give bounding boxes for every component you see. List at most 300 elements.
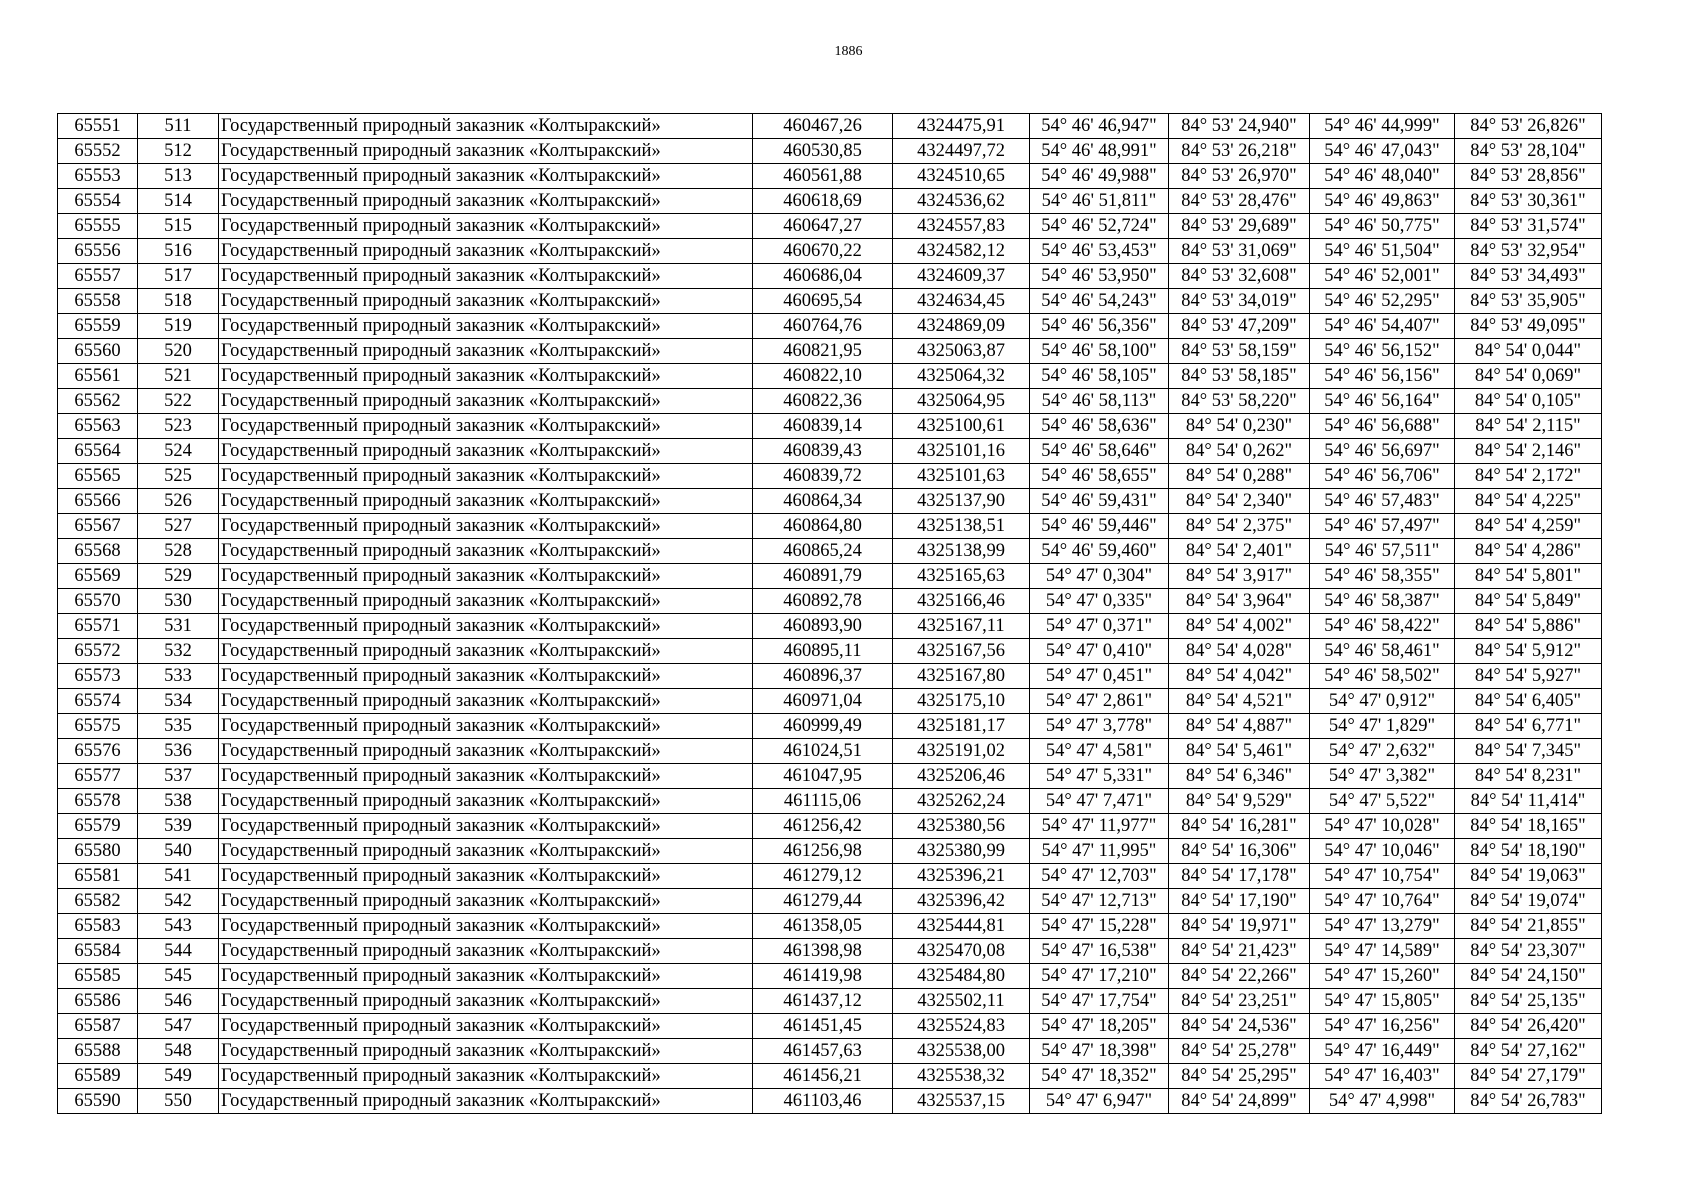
latitude-1-cell: 54° 47' 5,331" — [1030, 764, 1169, 789]
latitude-2-cell: 54° 46' 58,355" — [1310, 564, 1455, 589]
x-coordinate-cell: 460864,34 — [753, 489, 893, 514]
point-number-cell: 528 — [138, 539, 219, 564]
point-number-cell: 518 — [138, 289, 219, 314]
row-id-cell: 65557 — [58, 264, 138, 289]
table-row — [58, 1089, 1602, 1114]
longitude-2-cell: 84° 54' 24,150" — [1455, 964, 1602, 989]
y-coordinate-cell: 4325101,63 — [893, 464, 1030, 489]
point-number-cell: 525 — [138, 464, 219, 489]
latitude-1-cell: 54° 47' 0,304" — [1030, 564, 1169, 589]
longitude-2-cell: 84° 54' 26,420" — [1455, 1014, 1602, 1039]
x-coordinate-cell: 461279,12 — [753, 864, 893, 889]
object-name-cell: Государственный природный заказник «Колтыракский» — [219, 739, 753, 764]
row-id-cell: 65568 — [58, 539, 138, 564]
x-coordinate-cell: 460822,10 — [753, 364, 893, 389]
point-number-cell: 538 — [138, 789, 219, 814]
y-coordinate-cell: 4325064,95 — [893, 389, 1030, 414]
table-row — [58, 264, 1602, 289]
latitude-2-cell: 54° 47' 10,028" — [1310, 814, 1455, 839]
latitude-1-cell: 54° 47' 12,713" — [1030, 889, 1169, 914]
y-coordinate-cell: 4325167,11 — [893, 614, 1030, 639]
longitude-1-cell: 84° 54' 4,002" — [1169, 614, 1310, 639]
longitude-1-cell: 84° 54' 4,521" — [1169, 689, 1310, 714]
row-id-cell: 65558 — [58, 289, 138, 314]
row-id-cell: 65571 — [58, 614, 138, 639]
table-row — [58, 314, 1602, 339]
longitude-1-cell: 84° 54' 23,251" — [1169, 989, 1310, 1014]
y-coordinate-cell: 4325165,63 — [893, 564, 1030, 589]
longitude-2-cell: 84° 54' 6,405" — [1455, 689, 1602, 714]
y-coordinate-cell: 4325101,16 — [893, 439, 1030, 464]
latitude-1-cell: 54° 46' 58,646" — [1030, 439, 1169, 464]
page-number: 1886 — [834, 44, 863, 59]
latitude-1-cell: 54° 46' 56,356" — [1030, 314, 1169, 339]
row-id-cell: 65560 — [58, 339, 138, 364]
table-row — [58, 889, 1602, 914]
object-name-cell: Государственный природный заказник «Колтыракский» — [219, 514, 753, 539]
x-coordinate-cell: 460892,78 — [753, 589, 893, 614]
point-number-cell: 522 — [138, 389, 219, 414]
latitude-2-cell: 54° 46' 56,688" — [1310, 414, 1455, 439]
latitude-2-cell: 54° 47' 0,912" — [1310, 689, 1455, 714]
y-coordinate-cell: 4325538,32 — [893, 1064, 1030, 1089]
longitude-2-cell: 84° 54' 18,165" — [1455, 814, 1602, 839]
longitude-1-cell: 84° 54' 9,529" — [1169, 789, 1310, 814]
longitude-2-cell: 84° 54' 11,414" — [1455, 789, 1602, 814]
latitude-1-cell: 54° 47' 2,861" — [1030, 689, 1169, 714]
point-number-cell: 535 — [138, 714, 219, 739]
point-number-cell: 516 — [138, 239, 219, 264]
object-name-cell: Государственный природный заказник «Колтыракский» — [219, 314, 753, 339]
longitude-1-cell: 84° 54' 16,281" — [1169, 814, 1310, 839]
object-name-cell: Государственный природный заказник «Колтыракский» — [219, 339, 753, 364]
longitude-2-cell: 84° 54' 19,063" — [1455, 864, 1602, 889]
latitude-2-cell: 54° 46' 44,999" — [1310, 114, 1455, 139]
table-row — [58, 739, 1602, 764]
table-row — [58, 564, 1602, 589]
point-number-cell: 520 — [138, 339, 219, 364]
latitude-2-cell: 54° 46' 50,775" — [1310, 214, 1455, 239]
y-coordinate-cell: 4325166,46 — [893, 589, 1030, 614]
longitude-2-cell: 84° 54' 4,286" — [1455, 539, 1602, 564]
row-id-cell: 65555 — [58, 214, 138, 239]
point-number-cell: 517 — [138, 264, 219, 289]
longitude-1-cell: 84° 53' 32,608" — [1169, 264, 1310, 289]
x-coordinate-cell: 460971,04 — [753, 689, 893, 714]
longitude-2-cell: 84° 54' 0,069" — [1455, 364, 1602, 389]
point-number-cell: 512 — [138, 139, 219, 164]
latitude-2-cell: 54° 46' 58,422" — [1310, 614, 1455, 639]
row-id-cell: 65584 — [58, 939, 138, 964]
point-number-cell: 533 — [138, 664, 219, 689]
longitude-1-cell: 84° 54' 25,278" — [1169, 1039, 1310, 1064]
point-number-cell: 531 — [138, 614, 219, 639]
y-coordinate-cell: 4325064,32 — [893, 364, 1030, 389]
y-coordinate-cell: 4325396,21 — [893, 864, 1030, 889]
row-id-cell: 65589 — [58, 1064, 138, 1089]
longitude-2-cell: 84° 53' 26,826" — [1455, 114, 1602, 139]
row-id-cell: 65569 — [58, 564, 138, 589]
point-number-cell: 539 — [138, 814, 219, 839]
latitude-2-cell: 54° 47' 14,589" — [1310, 939, 1455, 964]
longitude-1-cell: 84° 54' 4,028" — [1169, 639, 1310, 664]
longitude-1-cell: 84° 54' 0,288" — [1169, 464, 1310, 489]
longitude-1-cell: 84° 54' 3,917" — [1169, 564, 1310, 589]
latitude-2-cell: 54° 47' 15,260" — [1310, 964, 1455, 989]
latitude-1-cell: 54° 47' 15,228" — [1030, 914, 1169, 939]
latitude-1-cell: 54° 46' 48,991" — [1030, 139, 1169, 164]
latitude-1-cell: 54° 46' 53,453" — [1030, 239, 1169, 264]
object-name-cell: Государственный природный заказник «Колтыракский» — [219, 764, 753, 789]
object-name-cell: Государственный природный заказник «Колтыракский» — [219, 464, 753, 489]
point-number-cell: 534 — [138, 689, 219, 714]
object-name-cell: Государственный природный заказник «Колтыракский» — [219, 439, 753, 464]
latitude-2-cell: 54° 46' 51,504" — [1310, 239, 1455, 264]
table-row — [58, 914, 1602, 939]
longitude-1-cell: 84° 53' 24,940" — [1169, 114, 1310, 139]
longitude-2-cell: 84° 54' 23,307" — [1455, 939, 1602, 964]
point-number-cell: 549 — [138, 1064, 219, 1089]
table-row — [58, 139, 1602, 164]
object-name-cell: Государственный природный заказник «Колтыракский» — [219, 164, 753, 189]
latitude-2-cell: 54° 46' 49,863" — [1310, 189, 1455, 214]
object-name-cell: Государственный природный заказник «Колтыракский» — [219, 1014, 753, 1039]
object-name-cell: Государственный природный заказник «Колтыракский» — [219, 1089, 753, 1114]
object-name-cell: Государственный природный заказник «Колтыракский» — [219, 139, 753, 164]
table-row — [58, 339, 1602, 364]
longitude-2-cell: 84° 54' 4,225" — [1455, 489, 1602, 514]
object-name-cell: Государственный природный заказник «Колтыракский» — [219, 939, 753, 964]
object-name-cell: Государственный природный заказник «Колтыракский» — [219, 564, 753, 589]
longitude-1-cell: 84° 54' 3,964" — [1169, 589, 1310, 614]
x-coordinate-cell: 460839,14 — [753, 414, 893, 439]
point-number-cell: 541 — [138, 864, 219, 889]
y-coordinate-cell: 4325396,42 — [893, 889, 1030, 914]
row-id-cell: 65562 — [58, 389, 138, 414]
x-coordinate-cell: 460822,36 — [753, 389, 893, 414]
longitude-2-cell: 84° 53' 31,574" — [1455, 214, 1602, 239]
latitude-1-cell: 54° 47' 11,977" — [1030, 814, 1169, 839]
row-id-cell: 65565 — [58, 464, 138, 489]
x-coordinate-cell: 460618,69 — [753, 189, 893, 214]
point-number-cell: 515 — [138, 214, 219, 239]
y-coordinate-cell: 4324869,09 — [893, 314, 1030, 339]
row-id-cell: 65578 — [58, 789, 138, 814]
latitude-1-cell: 54° 46' 59,460" — [1030, 539, 1169, 564]
x-coordinate-cell: 461457,63 — [753, 1039, 893, 1064]
y-coordinate-cell: 4325538,00 — [893, 1039, 1030, 1064]
latitude-2-cell: 54° 46' 54,407" — [1310, 314, 1455, 339]
x-coordinate-cell: 461279,44 — [753, 889, 893, 914]
object-name-cell: Государственный природный заказник «Колтыракский» — [219, 289, 753, 314]
table-row — [58, 689, 1602, 714]
table-row — [58, 1064, 1602, 1089]
table-row — [58, 814, 1602, 839]
longitude-1-cell: 84° 53' 26,970" — [1169, 164, 1310, 189]
point-number-cell: 514 — [138, 189, 219, 214]
y-coordinate-cell: 4325470,08 — [893, 939, 1030, 964]
latitude-1-cell: 54° 47' 17,754" — [1030, 989, 1169, 1014]
longitude-1-cell: 84° 54' 0,262" — [1169, 439, 1310, 464]
latitude-1-cell: 54° 46' 46,947" — [1030, 114, 1169, 139]
latitude-1-cell: 54° 47' 6,947" — [1030, 1089, 1169, 1114]
row-id-cell: 65581 — [58, 864, 138, 889]
row-id-cell: 65570 — [58, 589, 138, 614]
table-row — [58, 839, 1602, 864]
latitude-1-cell: 54° 46' 58,113" — [1030, 389, 1169, 414]
table-row — [58, 614, 1602, 639]
longitude-1-cell: 84° 53' 34,019" — [1169, 289, 1310, 314]
object-name-cell: Государственный природный заказник «Колтыракский» — [219, 889, 753, 914]
y-coordinate-cell: 4325444,81 — [893, 914, 1030, 939]
longitude-1-cell: 84° 53' 28,476" — [1169, 189, 1310, 214]
y-coordinate-cell: 4324536,62 — [893, 189, 1030, 214]
object-name-cell: Государственный природный заказник «Колтыракский» — [219, 914, 753, 939]
latitude-2-cell: 54° 46' 52,001" — [1310, 264, 1455, 289]
row-id-cell: 65554 — [58, 189, 138, 214]
longitude-2-cell: 84° 54' 19,074" — [1455, 889, 1602, 914]
longitude-1-cell: 84° 53' 31,069" — [1169, 239, 1310, 264]
latitude-1-cell: 54° 46' 51,811" — [1030, 189, 1169, 214]
object-name-cell: Государственный природный заказник «Колтыракский» — [219, 264, 753, 289]
row-id-cell: 65553 — [58, 164, 138, 189]
row-id-cell: 65590 — [58, 1089, 138, 1114]
longitude-2-cell: 84° 54' 7,345" — [1455, 739, 1602, 764]
row-id-cell: 65573 — [58, 664, 138, 689]
latitude-2-cell: 54° 46' 56,697" — [1310, 439, 1455, 464]
latitude-1-cell: 54° 47' 0,410" — [1030, 639, 1169, 664]
y-coordinate-cell: 4325138,99 — [893, 539, 1030, 564]
longitude-2-cell: 84° 54' 18,190" — [1455, 839, 1602, 864]
x-coordinate-cell: 460891,79 — [753, 564, 893, 589]
y-coordinate-cell: 4325191,02 — [893, 739, 1030, 764]
longitude-1-cell: 84° 53' 58,185" — [1169, 364, 1310, 389]
object-name-cell: Государственный природный заказник «Колтыракский» — [219, 964, 753, 989]
row-id-cell: 65586 — [58, 989, 138, 1014]
latitude-2-cell: 54° 46' 58,461" — [1310, 639, 1455, 664]
table-row — [58, 389, 1602, 414]
y-coordinate-cell: 4325484,80 — [893, 964, 1030, 989]
latitude-2-cell: 54° 47' 10,764" — [1310, 889, 1455, 914]
x-coordinate-cell: 461047,95 — [753, 764, 893, 789]
latitude-2-cell: 54° 47' 15,805" — [1310, 989, 1455, 1014]
longitude-1-cell: 84° 54' 24,536" — [1169, 1014, 1310, 1039]
longitude-2-cell: 84° 54' 6,771" — [1455, 714, 1602, 739]
latitude-2-cell: 54° 47' 1,829" — [1310, 714, 1455, 739]
longitude-1-cell: 84° 53' 26,218" — [1169, 139, 1310, 164]
longitude-2-cell: 84° 54' 26,783" — [1455, 1089, 1602, 1114]
table-row — [58, 214, 1602, 239]
longitude-2-cell: 84° 53' 28,104" — [1455, 139, 1602, 164]
longitude-1-cell: 84° 54' 4,042" — [1169, 664, 1310, 689]
y-coordinate-cell: 4324557,83 — [893, 214, 1030, 239]
longitude-2-cell: 84° 54' 0,105" — [1455, 389, 1602, 414]
y-coordinate-cell: 4325537,15 — [893, 1089, 1030, 1114]
longitude-1-cell: 84° 54' 4,887" — [1169, 714, 1310, 739]
x-coordinate-cell: 460467,26 — [753, 114, 893, 139]
x-coordinate-cell: 460865,24 — [753, 539, 893, 564]
latitude-2-cell: 54° 46' 57,511" — [1310, 539, 1455, 564]
point-number-cell: 543 — [138, 914, 219, 939]
object-name-cell: Государственный природный заказник «Колтыракский» — [219, 589, 753, 614]
latitude-1-cell: 54° 46' 52,724" — [1030, 214, 1169, 239]
latitude-2-cell: 54° 47' 2,632" — [1310, 739, 1455, 764]
point-number-cell: 545 — [138, 964, 219, 989]
latitude-1-cell: 54° 46' 58,655" — [1030, 464, 1169, 489]
longitude-1-cell: 84° 54' 19,971" — [1169, 914, 1310, 939]
object-name-cell: Государственный природный заказник «Колтыракский» — [219, 689, 753, 714]
latitude-2-cell: 54° 46' 48,040" — [1310, 164, 1455, 189]
point-number-cell: 523 — [138, 414, 219, 439]
x-coordinate-cell: 460821,95 — [753, 339, 893, 364]
latitude-2-cell: 54° 46' 57,483" — [1310, 489, 1455, 514]
table-row — [58, 189, 1602, 214]
point-number-cell: 532 — [138, 639, 219, 664]
latitude-2-cell: 54° 46' 56,156" — [1310, 364, 1455, 389]
x-coordinate-cell: 460764,76 — [753, 314, 893, 339]
longitude-2-cell: 84° 54' 25,135" — [1455, 989, 1602, 1014]
y-coordinate-cell: 4325262,24 — [893, 789, 1030, 814]
table-row — [58, 864, 1602, 889]
y-coordinate-cell: 4325167,80 — [893, 664, 1030, 689]
x-coordinate-cell: 461024,51 — [753, 739, 893, 764]
row-id-cell: 65576 — [58, 739, 138, 764]
object-name-cell: Государственный природный заказник «Колтыракский» — [219, 714, 753, 739]
y-coordinate-cell: 4324497,72 — [893, 139, 1030, 164]
row-id-cell: 65551 — [58, 114, 138, 139]
latitude-1-cell: 54° 46' 59,446" — [1030, 514, 1169, 539]
longitude-2-cell: 84° 54' 4,259" — [1455, 514, 1602, 539]
y-coordinate-cell: 4324510,65 — [893, 164, 1030, 189]
longitude-1-cell: 84° 54' 2,375" — [1169, 514, 1310, 539]
latitude-1-cell: 54° 47' 16,538" — [1030, 939, 1169, 964]
x-coordinate-cell: 460864,80 — [753, 514, 893, 539]
latitude-2-cell: 54° 46' 58,502" — [1310, 664, 1455, 689]
latitude-2-cell: 54° 47' 16,449" — [1310, 1039, 1455, 1064]
object-name-cell: Государственный природный заказник «Колтыракский» — [219, 114, 753, 139]
latitude-2-cell: 54° 46' 47,043" — [1310, 139, 1455, 164]
longitude-2-cell: 84° 54' 5,849" — [1455, 589, 1602, 614]
y-coordinate-cell: 4325380,56 — [893, 814, 1030, 839]
table-row — [58, 514, 1602, 539]
longitude-1-cell: 84° 54' 17,190" — [1169, 889, 1310, 914]
latitude-1-cell: 54° 47' 12,703" — [1030, 864, 1169, 889]
row-id-cell: 65575 — [58, 714, 138, 739]
longitude-1-cell: 84° 54' 0,230" — [1169, 414, 1310, 439]
table-row — [58, 639, 1602, 664]
x-coordinate-cell: 460893,90 — [753, 614, 893, 639]
row-id-cell: 65587 — [58, 1014, 138, 1039]
table-row — [58, 239, 1602, 264]
y-coordinate-cell: 4325206,46 — [893, 764, 1030, 789]
latitude-1-cell: 54° 47' 0,371" — [1030, 614, 1169, 639]
point-number-cell: 526 — [138, 489, 219, 514]
longitude-2-cell: 84° 53' 30,361" — [1455, 189, 1602, 214]
longitude-2-cell: 84° 54' 5,912" — [1455, 639, 1602, 664]
object-name-cell: Государственный природный заказник «Колтыракский» — [219, 639, 753, 664]
longitude-2-cell: 84° 54' 5,886" — [1455, 614, 1602, 639]
latitude-1-cell: 54° 47' 4,581" — [1030, 739, 1169, 764]
latitude-1-cell: 54° 46' 58,636" — [1030, 414, 1169, 439]
latitude-2-cell: 54° 46' 56,152" — [1310, 339, 1455, 364]
point-number-cell: 536 — [138, 739, 219, 764]
object-name-cell: Государственный природный заказник «Колтыракский» — [219, 664, 753, 689]
latitude-1-cell: 54° 47' 7,471" — [1030, 789, 1169, 814]
longitude-2-cell: 84° 54' 27,162" — [1455, 1039, 1602, 1064]
latitude-1-cell: 54° 47' 0,335" — [1030, 589, 1169, 614]
latitude-2-cell: 54° 46' 56,164" — [1310, 389, 1455, 414]
latitude-1-cell: 54° 47' 3,778" — [1030, 714, 1169, 739]
x-coordinate-cell: 460896,37 — [753, 664, 893, 689]
table-row — [58, 989, 1602, 1014]
latitude-2-cell: 54° 47' 10,754" — [1310, 864, 1455, 889]
longitude-1-cell: 84° 53' 29,689" — [1169, 214, 1310, 239]
point-number-cell: 546 — [138, 989, 219, 1014]
latitude-2-cell: 54° 47' 3,382" — [1310, 764, 1455, 789]
object-name-cell: Государственный природный заказник «Колтыракский» — [219, 239, 753, 264]
x-coordinate-cell: 461103,46 — [753, 1089, 893, 1114]
row-id-cell: 65566 — [58, 489, 138, 514]
object-name-cell: Государственный природный заказник «Колтыракский» — [219, 189, 753, 214]
row-id-cell: 65567 — [58, 514, 138, 539]
longitude-2-cell: 84° 54' 5,927" — [1455, 664, 1602, 689]
latitude-2-cell: 54° 47' 4,998" — [1310, 1089, 1455, 1114]
y-coordinate-cell: 4324634,45 — [893, 289, 1030, 314]
coordinates-table — [57, 113, 1602, 1114]
y-coordinate-cell: 4325175,10 — [893, 689, 1030, 714]
table-row — [58, 289, 1602, 314]
latitude-1-cell: 54° 47' 18,352" — [1030, 1064, 1169, 1089]
longitude-1-cell: 84° 54' 21,423" — [1169, 939, 1310, 964]
object-name-cell: Государственный природный заказник «Колтыракский» — [219, 414, 753, 439]
latitude-2-cell: 54° 46' 56,706" — [1310, 464, 1455, 489]
row-id-cell: 65585 — [58, 964, 138, 989]
table-row — [58, 1014, 1602, 1039]
x-coordinate-cell: 461256,42 — [753, 814, 893, 839]
point-number-cell: 511 — [138, 114, 219, 139]
x-coordinate-cell: 460670,22 — [753, 239, 893, 264]
table-row — [58, 539, 1602, 564]
longitude-2-cell: 84° 54' 21,855" — [1455, 914, 1602, 939]
latitude-2-cell: 54° 47' 5,522" — [1310, 789, 1455, 814]
object-name-cell: Государственный природный заказник «Колтыракский» — [219, 614, 753, 639]
point-number-cell: 524 — [138, 439, 219, 464]
longitude-1-cell: 84° 54' 16,306" — [1169, 839, 1310, 864]
longitude-2-cell: 84° 54' 5,801" — [1455, 564, 1602, 589]
latitude-1-cell: 54° 47' 18,398" — [1030, 1039, 1169, 1064]
y-coordinate-cell: 4324475,91 — [893, 114, 1030, 139]
longitude-1-cell: 84° 53' 47,209" — [1169, 314, 1310, 339]
longitude-2-cell: 84° 53' 35,905" — [1455, 289, 1602, 314]
table-row — [58, 939, 1602, 964]
point-number-cell: 519 — [138, 314, 219, 339]
point-number-cell: 530 — [138, 589, 219, 614]
longitude-1-cell: 84° 54' 17,178" — [1169, 864, 1310, 889]
table-row — [58, 589, 1602, 614]
longitude-1-cell: 84° 54' 5,461" — [1169, 739, 1310, 764]
latitude-2-cell: 54° 46' 52,295" — [1310, 289, 1455, 314]
y-coordinate-cell: 4325167,56 — [893, 639, 1030, 664]
x-coordinate-cell: 460839,43 — [753, 439, 893, 464]
table-row — [58, 439, 1602, 464]
latitude-2-cell: 54° 47' 10,046" — [1310, 839, 1455, 864]
row-id-cell: 65579 — [58, 814, 138, 839]
y-coordinate-cell: 4325138,51 — [893, 514, 1030, 539]
longitude-2-cell: 84° 54' 2,172" — [1455, 464, 1602, 489]
y-coordinate-cell: 4325502,11 — [893, 989, 1030, 1014]
latitude-1-cell: 54° 46' 59,431" — [1030, 489, 1169, 514]
latitude-1-cell: 54° 46' 58,105" — [1030, 364, 1169, 389]
